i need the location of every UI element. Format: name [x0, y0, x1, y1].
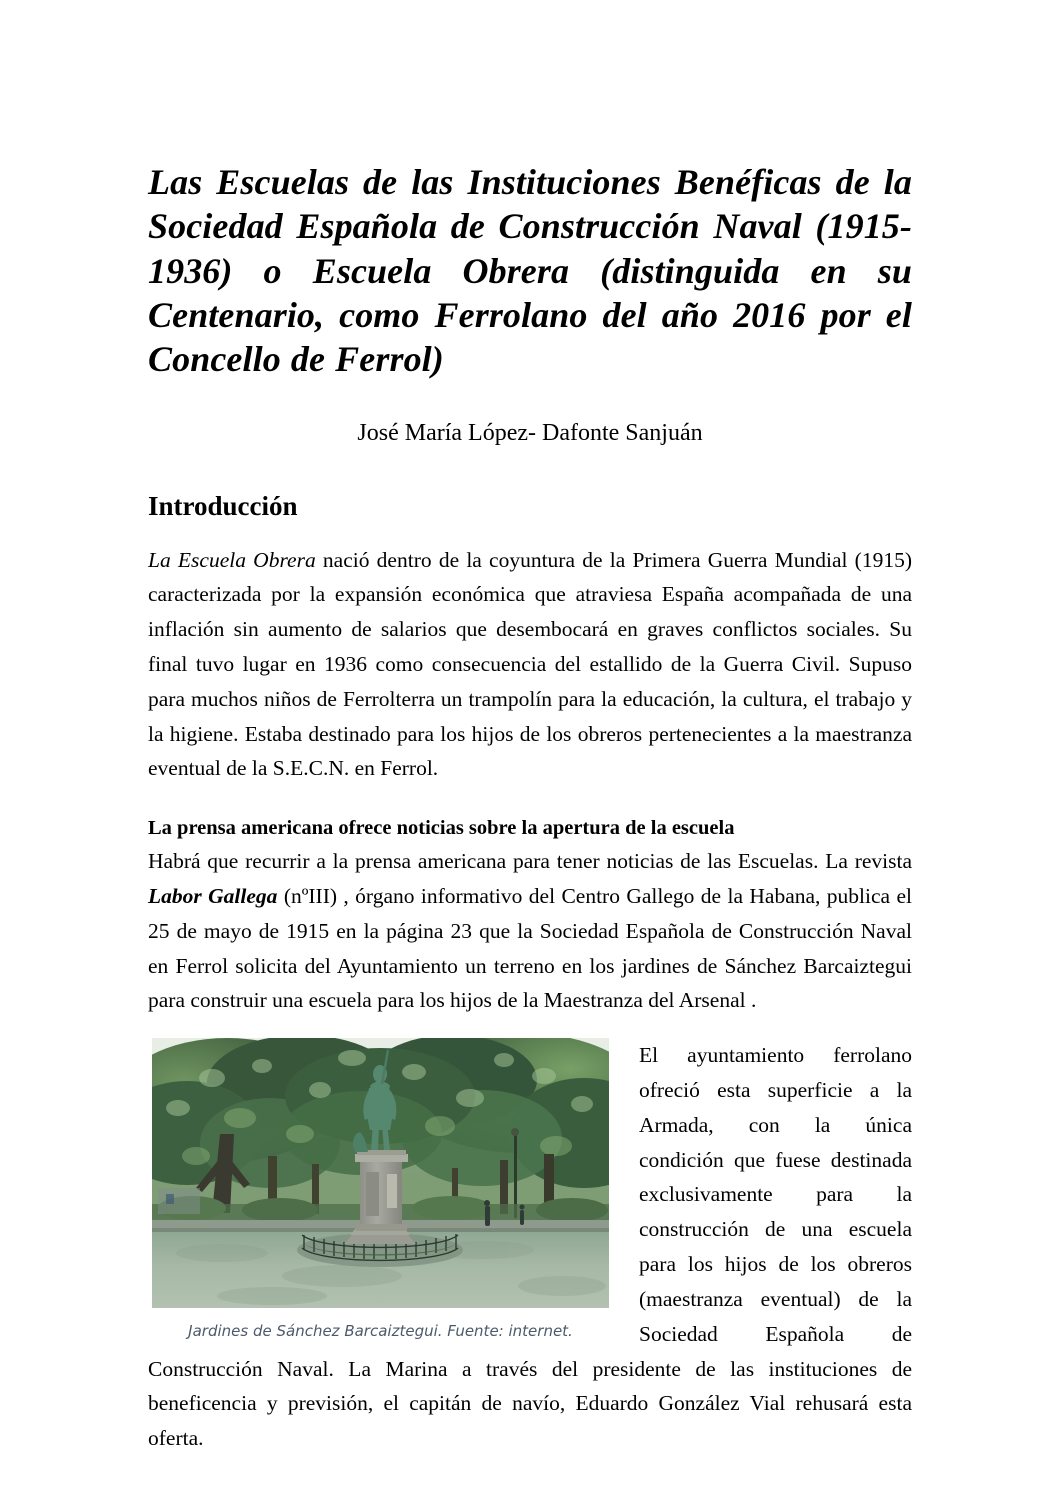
press-paragraph-part1: Habrá que recurrir a la prensa americana para tener noticias de las Escuelas. La revista — [148, 849, 912, 874]
magazine-title: Labor Gallega — [148, 883, 278, 908]
intro-paragraph — [148, 523, 912, 787]
wrapped-paragraph: El ayuntamiento ferrolano ofreció esta superficie a la Armada, con la única condición que fuese destinada exclusivamente para la construcción de una escuela para los hijos de los obreros (maestranza eventual) de la Sociedad Española de Construcción Naval. La Marina a través del presidente de las instituciones de beneficencia y previsión, el capitán de navío, Eduardo González Vial rehusará esta oferta. — [148, 1043, 912, 1451]
figure-jardines — [152, 1038, 609, 1342]
intro-paragraph-text: nació dentro de la coyuntura de la Primera Guerra Mundial (1915) caracterizada por la expansión económica que atraviesa España acompañada de una inflación sin aumento de salarios que desembocará en graves conflictos sociales. Su final tuvo lugar en 1936 como consecuencia del estallido de la Guerra Civil. Supuso para muchos niños de Ferrolterra un trampolín para la educación, la cultura, el trabajo y la higiene. Estaba destinado para los hijos de los obreros pertenecientes a la maestranza eventual de la S.E.C.N. en Ferrol. — [148, 547, 912, 781]
press-paragraph-part2: (nºIII) , órgano informativo del Centro Gallego de la Habana, publica el 25 de mayo de 1915 en la página 23 que la Sociedad Española de Construcción Naval en Ferrol solicita del Ayuntamiento un terreno en los jardines de Sánchez Barcaiztegui para construir una escuela para los hijos de la Maestranza del Arsenal . — [148, 883, 912, 1013]
figure-caption: Jardines de Sánchez Barcaiztegui. Fuente: internet. — [188, 1322, 573, 1341]
sub-heading-prensa-americana: La prensa americana ofrece noticias sobre la apertura de la escuela — [148, 817, 735, 840]
photo-jardines-sanchez-barcaiztegui — [152, 1038, 609, 1308]
intro-lead-italic: La Escuela Obrera — [148, 547, 316, 572]
figure-and-text-block — [148, 1018, 912, 1456]
page-content — [148, 0, 912, 1456]
page-title: Las Escuelas de las Instituciones Benéficas de la Sociedad Española de Construcción Naval (1915-1936) o Escuela Obrera (distinguida en su Centenario, como Ferrolano del año 2016 por el Concello de Ferrol) — [148, 162, 912, 380]
author-line: José María López- Dafonte Sanjuán — [357, 420, 703, 447]
section-heading-introduccion: Introducción — [148, 491, 298, 522]
photo-illustration — [152, 1038, 609, 1308]
press-paragraph — [148, 844, 912, 1018]
